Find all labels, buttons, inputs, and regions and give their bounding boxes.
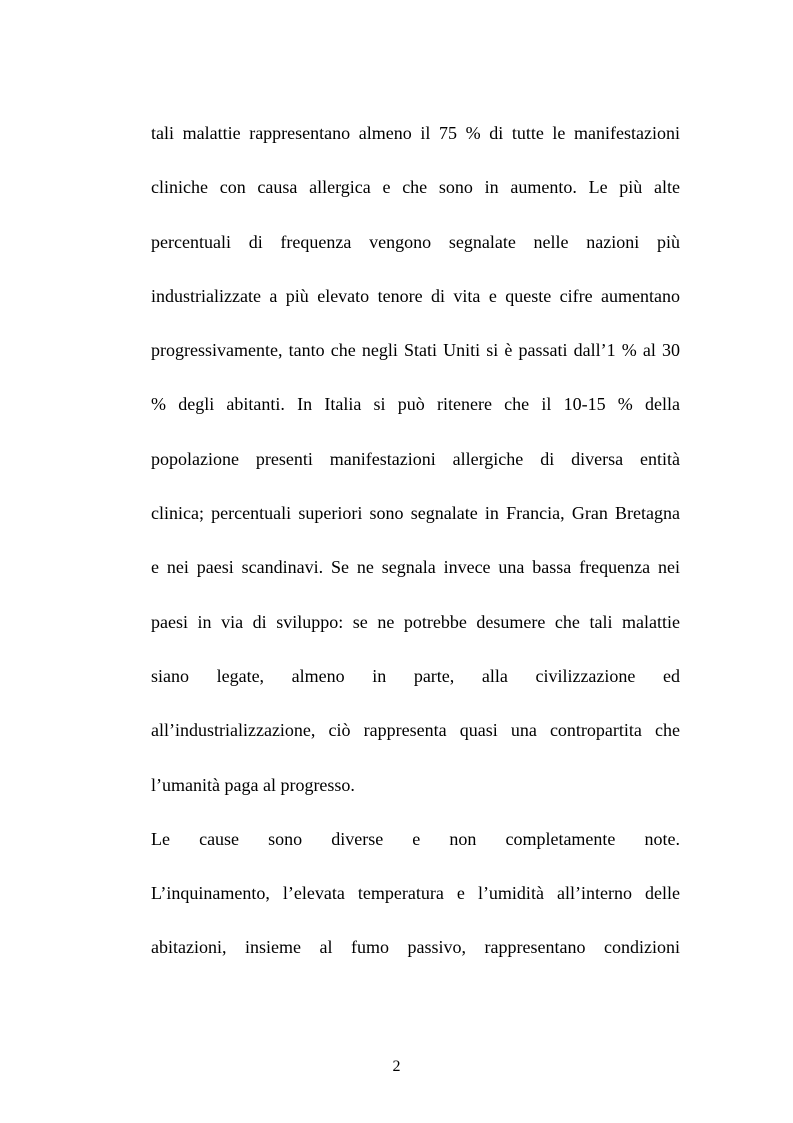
text-line: paesi in via di sviluppo: se ne potrebbe desumere che tali malattie [151, 611, 680, 632]
text-line: siano legate, almeno in parte, alla civilizzazione ed [151, 665, 680, 686]
text-line: tali malattie rappresentano almeno il 75 % di tutte le manifestazioni [151, 123, 680, 143]
text-line: percentuali di frequenza vengono segnalate nelle nazioni più [151, 231, 680, 252]
text-line: clinica; percentuali superiori sono segnalate in Francia, Gran Bretagna [151, 503, 680, 524]
text-line: L’inquinamento, l’elevata temperatura e l’umidità all’interno delle [151, 883, 680, 904]
text-line: cliniche con causa allergica e che sono in aumento. Le più alte [151, 177, 680, 198]
text-line: Le cause sono diverse e non completamente note. [151, 828, 680, 849]
text-line: l’umanità paga al progresso. [151, 774, 355, 795]
text-line: industrializzate a più elevato tenore di vita e queste cifre aumentano [151, 285, 680, 306]
page-number: 2 [392, 1058, 401, 1075]
text-line: all’industrializzazione, ciò rappresenta quasi una contropartita che [151, 720, 680, 741]
text-line: % degli abitanti. In Italia si può ritenere che il 10-15 % della [151, 394, 680, 415]
body-text [151, 117, 680, 986]
text-line: progressivamente, tanto che negli Stati Uniti si è passati dall’1 % al 30 [151, 340, 680, 361]
text-line: abitazioni, insieme al fumo passivo, rappresentano condizioni [151, 937, 680, 958]
text-line: popolazione presenti manifestazioni allergiche di diversa entità [151, 448, 680, 469]
text-line: e nei paesi scandinavi. Se ne segnala invece una bassa frequenza nei [151, 557, 680, 578]
